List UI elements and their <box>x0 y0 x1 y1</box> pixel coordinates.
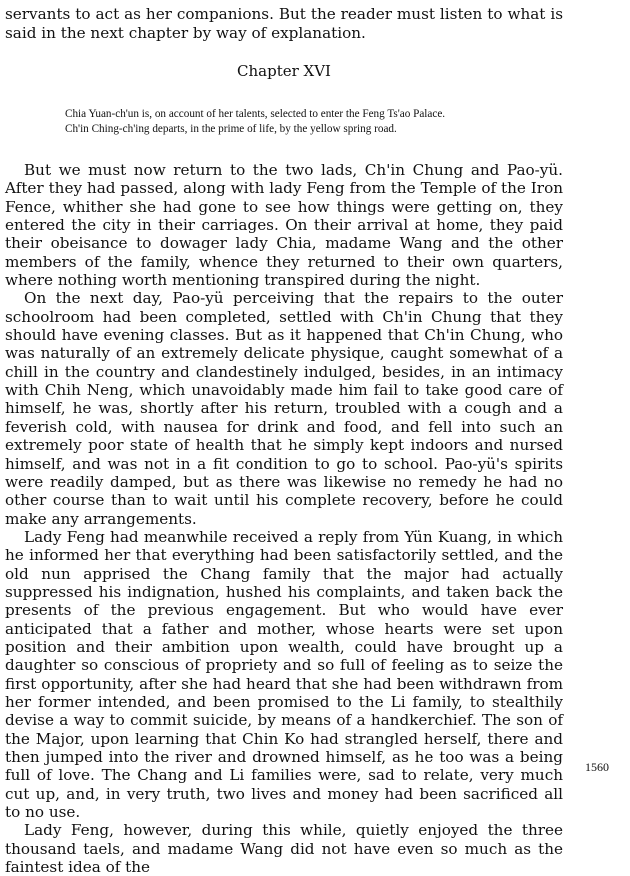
chapter-summary <box>65 107 563 137</box>
lead-paragraph: servants to act as her companions. But the reader must listen to what is said in the next chapter by way of explanation. <box>5 5 563 42</box>
page-number: 1560 <box>585 760 609 774</box>
chapter-body <box>5 161 563 876</box>
text-column <box>5 5 563 876</box>
summary-line: Ch'in Ching-ch'ing departs, in the prime of life, by the yellow spring road. <box>65 123 397 135</box>
body-paragraph: Lady Feng had meanwhile received a reply from Yün Kuang, in which he informed her that everything had been satisfactorily settled, and the old nun apprised the Chang family that the major had actually suppressed his indignation, hushed his complaints, and taken back the presents of the previous engagement. But who would have ever anticipated that a father and mother, whose hearts were set upon position and their ambition upon wealth, could have brought up a daughter so conscious of propriety and so full of feeling as to seize the first opportunity, after she had heard that she had been withdrawn from her former intended, and been promised to the Li family, to stealthily devise a way to commit suicide, by means of a handkerchief. The son of the Major, upon learning that Chin Ko had strangled herself, there and then jumped into the river and drowned himself, as he too was a being full of love. The Chang and Li families were, sad to relate, very much cut up, and, in very truth, two lives and money had been sacrificed all to no use. <box>5 527 563 822</box>
chapter-title: Chapter XVI <box>237 62 331 80</box>
body-paragraph: On the next day, Pao-yü perceiving that the repairs to the outer schoolroom had been completed, settled with Ch'in Chung that they should have evening classes. But as it happened that Ch'in Chung, who was naturally of an extremely delicate physique, caught somewhat of a chill in the country and clandestinely indulged, besides, in an intimacy with Chih Neng, which unavoidably made him fail to take good care of himself, he was, shortly after his return, troubled with a cough and a feverish cold, with nausea for drink and food, and fell into such an extremely poor state of health that he simply kept indoors and nursed himself, and was not in a fit condition to go to school. Pao-yü's spirits were readily damped, but as there was likewise no remedy he had no other course than to wait until his complete recovery, before he could make any arrangements. <box>5 289 563 528</box>
body-paragraph: Lady Feng, however, during this while, quietly enjoyed the three thousand taels, and madame Wang did not have even so much as the faintest idea of the <box>5 821 563 876</box>
summary-line: Chia Yuan-ch'un is, on account of her talents, selected to enter the Feng Ts'ao Palace. <box>65 108 446 120</box>
body-paragraph: But we must now return to the two lads, Ch'in Chung and Pao-yü. After they had passed, along with lady Feng from the Temple of the Iron Fence, whither she had gone to see how things were getting on, they entered the city in their carriages. On their arrival at home, they paid their obeisance to dowager lady Chia, madame Wang and the other members of the family, whence they returned to their own quarters, where nothing worth mentioning transpired during the night. <box>5 161 563 290</box>
